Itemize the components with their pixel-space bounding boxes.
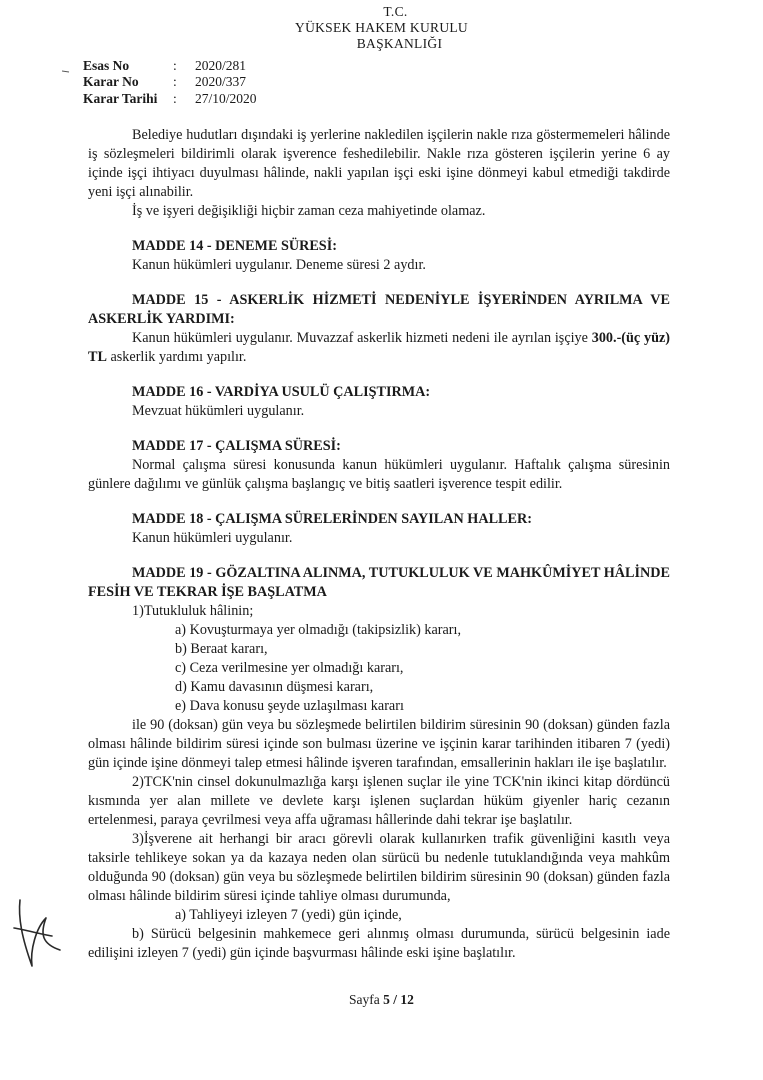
article-19-item-1c: c) Ceza verilmesine yer olmadığı kararı, (175, 660, 404, 676)
decision-date-label: Karar Tarihi (83, 90, 158, 106)
article-19-item-3b: b) Sürücü belgesinin mahkemece geri alınmış olması durumunda, sürücü belgesinin iade edilişini izleyen 7 (yedi) gün içinde başvurması hâlinde eski işine başlatılır. (88, 926, 670, 961)
decision-number-label: Karar No (83, 74, 139, 90)
article-15-text-a: Kanun hükümleri uygulanır. Muvazzaf askerlik hizmeti nedeni ile ayrılan işçiye (132, 330, 592, 346)
colon: : (173, 90, 177, 106)
colon: : (173, 74, 177, 90)
page-number: 5 / 12 (383, 992, 414, 1007)
article-19-item-1e: e) Dava konusu şeyde uzlaşılması kararı (175, 698, 404, 714)
case-number-label: Esas No (83, 58, 130, 73)
article-19-item-2: 2)TCK'nin cinsel dokunulmazlığa karşı işlenen suçlar ile yine TCK'nin ikinci kitap dördüncü kısmında yer alan millete ve devlete karşı işlenen suçlardan hüküm giyenler hariç cezanın ertelenmesi, paraya çevrilmesi veya affa uğraması hâllerinde dahi tekrar işe başlatılır. (88, 774, 670, 828)
article-17-text: Normal çalışma süresi konusunda kanun hükümleri uygulanır. Haftalık çalışma süresinin günlere dağılımı ve günlük çalışma başlangıç ve bitiş saatleri işverence tespit edilir. (88, 457, 670, 492)
article-18-title: MADDE 18 - ÇALIŞMA SÜRELERİNDEN SAYILAN HALLER: (132, 511, 532, 527)
scan-mark (62, 60, 70, 64)
article-17-title: MADDE 17 - ÇALIŞMA SÜRESİ: (132, 438, 341, 454)
article-15-text (88, 329, 670, 367)
article-16-title: MADDE 16 - VARDİYA USULÜ ÇALIŞTIRMA: (132, 384, 431, 400)
case-number-row (83, 58, 257, 74)
decision-number-value: 2020/337 (195, 74, 247, 90)
case-info (83, 58, 257, 107)
colon: : (173, 58, 177, 73)
header-country: T.C. (383, 4, 408, 19)
header-office: BAŞKANLIĞI (356, 36, 443, 51)
case-number-value: 2020/281 (195, 58, 247, 73)
article-19-item-3: 3)İşverene ait herhangi bir aracı görevli olarak kullanırken trafik güvenliğini kasıtlı veya taksirle tehlikeye sokan ya da kazaya neden olan sürücü bu nedenle tutuklandığında veya mahkûm olduğunda 90 (doksan) gün veya bu sözleşmede belirtilen bildirim süresinin 90 (doksan) günden fazla olması hâlinde bildirim süresi içinde tahliye olması durumunda, (88, 831, 670, 904)
article-19-item-1d: d) Kamu davasının düşmesi kararı, (175, 679, 374, 695)
page-label: Sayfa (349, 992, 380, 1007)
article-18-text: Kanun hükümleri uygulanır. (132, 530, 293, 546)
military-aid-amount: 300.-(üç yüz) TL (88, 330, 670, 365)
article-19-title: MADDE 19 - GÖZALTINA ALINMA, TUTUKLULUK VE MAHKÛMİYET HÂLİNDE FESİH VE TEKRAR İŞE BAŞLATMA (88, 565, 670, 600)
article-14-text: Kanun hükümleri uygulanır. Deneme süresi 2 aydır. (132, 257, 426, 273)
decision-date-value: 27/10/2020 (195, 90, 257, 106)
article-19-item-3a: a) Tahliyeyi izleyen 7 (yedi) gün içinde, (175, 907, 402, 923)
decision-number-row (83, 74, 257, 90)
article-19-item-1a: a) Kovuşturmaya yer olmadığı (takipsizlik) kararı, (175, 622, 462, 638)
header-institution: YÜKSEK HAKEM KURULU (295, 20, 468, 35)
article-19-item-1: 1)Tutukluluk hâlinin; (132, 603, 254, 619)
paragraph-no-penalty: İş ve işyeri değişikliği hiçbir zaman ceza mahiyetinde olamaz. (132, 203, 486, 219)
article-15-text-c: askerlik yardımı yapılır. (106, 349, 247, 365)
document-header (0, 4, 763, 52)
article-15-title: MADDE 15 - ASKERLİK HİZMETİ NEDENİYLE İŞYERİNDEN AYRILMA VE ASKERLİK YARDIMI: (88, 292, 670, 327)
paragraph-relocation: Belediye hudutları dışındaki iş yerlerine nakledilen işçilerin nakle rıza göstermemeleri hâlinde iş sözleşmeleri bildirimli olarak işverence feshedilebilir. Nakle rıza gösteren işçilerin yerine 6 ay içinde işçi ihtiyacı duyulması hâlinde, nakli yapılan işçi eski işine dönmeyi kabul etmediği takdirde yeni işçi alınabilir. (88, 127, 670, 200)
article-19-item-1-tail: ile 90 (doksan) gün veya bu sözleşmede belirtilen bildirim süresinin 90 (doksan) günden fazla olması hâlinde bildirim süresi içinde son bulması üzerine ve işçinin karar tarihinden itibaren 7 (yedi) gün içinde işine dönmeyi talep etmesi hâlinde işveren tarafından, emsallerinin hakları ile işe başlatılır. (88, 717, 670, 771)
article-14-title: MADDE 14 - DENEME SÜRESİ: (132, 238, 337, 254)
article-19-item-1b: b) Beraat kararı, (175, 641, 268, 657)
document-body (88, 126, 670, 963)
handwritten-initials (6, 894, 68, 974)
page-footer (0, 990, 763, 1009)
article-16-text: Mevzuat hükümleri uygulanır. (132, 403, 305, 419)
decision-date-row (83, 91, 257, 107)
